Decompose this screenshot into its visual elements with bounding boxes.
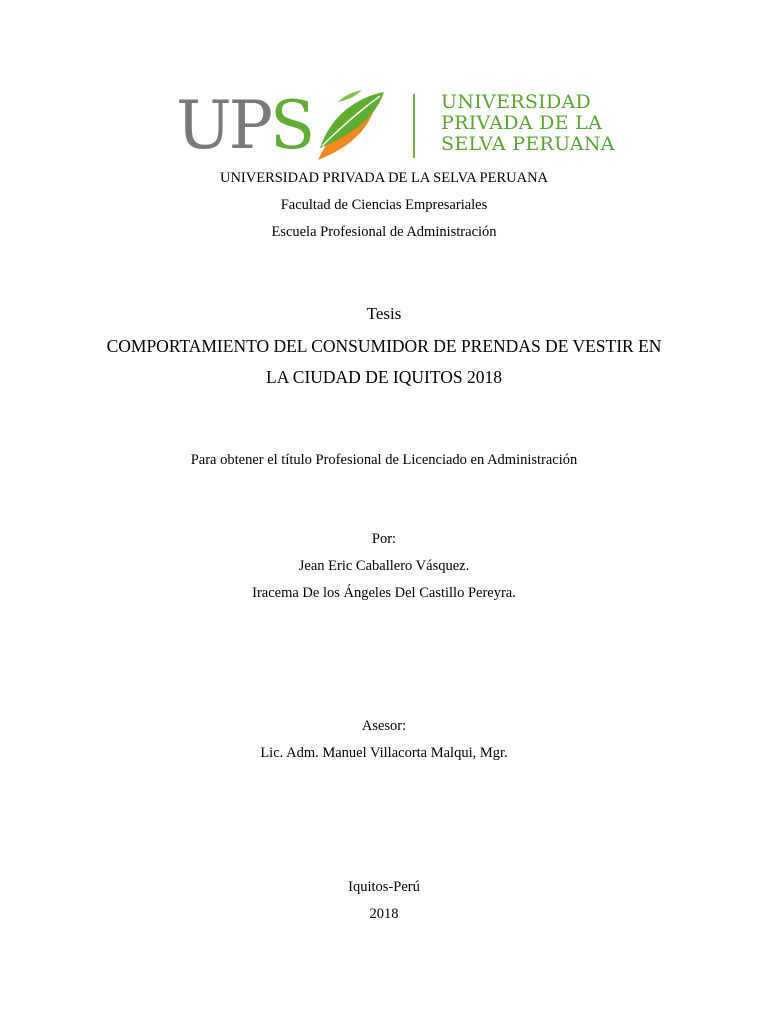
logo-acronym xyxy=(176,88,312,164)
logo-divider xyxy=(413,94,415,158)
degree-purpose: Para obtener el título Profesional de Licenciado en Administración xyxy=(190,452,578,468)
advisor-name: Lic. Adm. Manuel Villacorta Malqui, Mgr. xyxy=(260,745,508,761)
logo-name-line-3: SELVA PERUANA xyxy=(441,133,615,155)
faculty-name: Facultad de Ciencias Empresariales xyxy=(280,197,488,213)
university-name: UNIVERSIDAD PRIVADA DE LA SELVA PERUANA xyxy=(219,170,549,186)
author-name-2: Iracema De los Ángeles Del Castillo Pereyra. xyxy=(252,585,516,601)
school-name: Escuela Profesional de Administración xyxy=(271,224,497,240)
advisor-label: Asesor: xyxy=(361,718,407,734)
authors-label: Por: xyxy=(371,531,397,547)
logo-university-name xyxy=(441,92,615,155)
logo-name-line-1: UNIVERSIDAD xyxy=(441,91,592,113)
leaf-icon xyxy=(312,88,388,164)
logo-acronym-up: UP xyxy=(176,87,271,164)
thesis-title-line-1: COMPORTAMIENTO DEL CONSUMIDOR DE PRENDAS DE VESTIR EN xyxy=(106,336,662,356)
author-name-1: Jean Eric Caballero Vásquez. xyxy=(298,558,470,574)
university-logo xyxy=(176,88,616,164)
place: Iquitos-Perú xyxy=(348,879,420,895)
thesis-label: Tesis xyxy=(366,304,402,323)
year: 2018 xyxy=(369,906,399,922)
logo-name-line-2: PRIVADA DE LA xyxy=(441,112,603,134)
thesis-title-line-2: LA CIUDAD DE IQUITOS 2018 xyxy=(266,367,502,387)
logo-acronym-s: S xyxy=(270,87,313,164)
